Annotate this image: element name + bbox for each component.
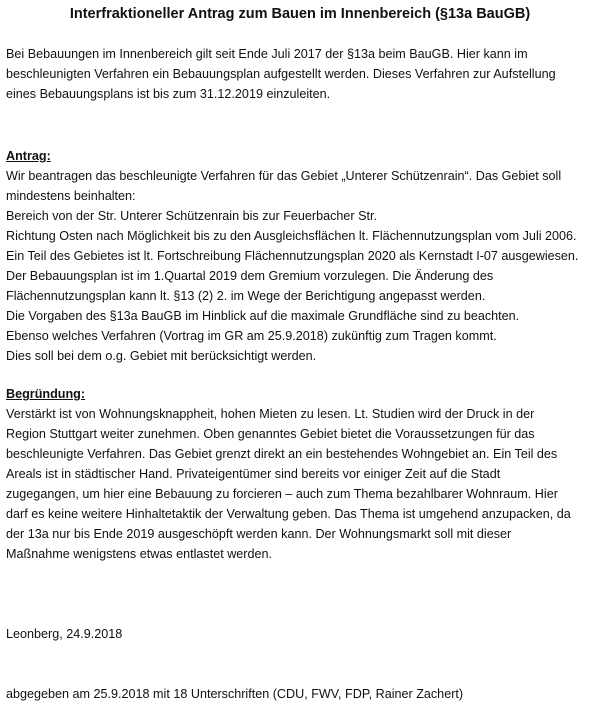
- antrag-line: mindestens beinhalten:: [6, 189, 136, 203]
- antrag-section: [6, 146, 594, 366]
- intro-line: Bei Bebauungen im Innenbereich gilt seit Ende Juli 2017 der §13a beim BauGB. Hier kann im: [6, 47, 528, 61]
- antrag-heading: Antrag:: [6, 149, 51, 163]
- document-title: Interfraktioneller Antrag zum Bauen im Innenbereich (§13a BauGB): [69, 6, 531, 22]
- antrag-line: Ebenso welches Verfahren (Vortrag im GR am 25.9.2018) zukünftig zum Tragen kommt.: [6, 329, 497, 343]
- begruendung-line: der 13a nur bis Ende 2019 ausgeschöpft werden kann. Der Wohnungsmarkt soll mit dieser: [6, 527, 512, 541]
- antrag-line: Der Bebauungsplan ist im 1.Quartal 2019 dem Gremium vorzulegen. Die Änderung des: [6, 269, 494, 283]
- place-date: [6, 624, 594, 644]
- place-date-text: Leonberg, 24.9.2018: [6, 627, 123, 641]
- begruendung-heading: Begründung:: [6, 387, 86, 401]
- intro-paragraph: [6, 44, 594, 104]
- begruendung-section: [6, 384, 594, 564]
- antrag-line: Die Vorgaben des §13a BauGB im Hinblick auf die maximale Grundfläche sind zu beachten.: [6, 309, 520, 323]
- intro-line: eines Bebauungsplans ist bis zum 31.12.2019 einzuleiten.: [6, 87, 331, 101]
- intro-line: beschleunigten Verfahren ein Bebauungsplan aufgestellt werden. Dieses Verfahren zur Aufstellung: [6, 67, 556, 81]
- begruendung-line: beschleunigte Verfahren. Das Gebiet grenzt direkt an ein bestehendes Wohngebiet an. Ein Teil des: [6, 447, 558, 461]
- antrag-line: Dies soll bei dem o.g. Gebiet mit berücksichtigt werden.: [6, 349, 317, 363]
- submission-text: abgegeben am 25.9.2018 mit 18 Unterschriften (CDU, FWV, FDP, Rainer Zachert): [6, 687, 464, 701]
- begruendung-line: zugegangen, um hier eine Bebauung zu forcieren – auch zum Thema bezahlbarer Wohnraum. Hier: [6, 487, 558, 501]
- antrag-line: Ein Teil des Gebietes ist lt. Fortschreibung Flächennutzungsplan 2020 als Kernstadt I-07 ausgewiesen.: [6, 249, 579, 263]
- begruendung-line: Areals ist in städtischer Hand. Privateigentümer sind bereits vor einiger Zeit auf die Stadt: [6, 467, 501, 481]
- antrag-line: Wir beantragen das beschleunigte Verfahren für das Gebiet „Unterer Schützenrain“. Das Gebiet soll: [6, 169, 562, 183]
- begruendung-line: Verstärkt ist von Wohnungsknappheit, hohen Mieten zu lesen. Lt. Studien wird der Druck in der: [6, 407, 535, 421]
- antrag-line: Bereich von der Str. Unterer Schützenrain bis zur Feuerbacher Str.: [6, 209, 377, 223]
- begruendung-line: Region Stuttgart weiter zunehmen. Oben genanntes Gebiet bietet die Voraussetzungen für das: [6, 427, 535, 441]
- submission-note: [6, 684, 594, 704]
- begruendung-line: Maßnahme wenigstens etwas entlastet werden.: [6, 547, 273, 561]
- antrag-line: Flächennutzungsplan kann lt. §13 (2) 2. im Wege der Berichtigung angepasst werden.: [6, 289, 486, 303]
- begruendung-line: darf es keine weitere Hinhaltetaktik der Verwaltung geben. Das Thema ist umgehend anzupacken, da: [6, 507, 571, 521]
- antrag-line: Richtung Osten nach Möglichkeit bis zu den Ausgleichsflächen lt. Flächennutzungsplan vom Juli 2006.: [6, 229, 577, 243]
